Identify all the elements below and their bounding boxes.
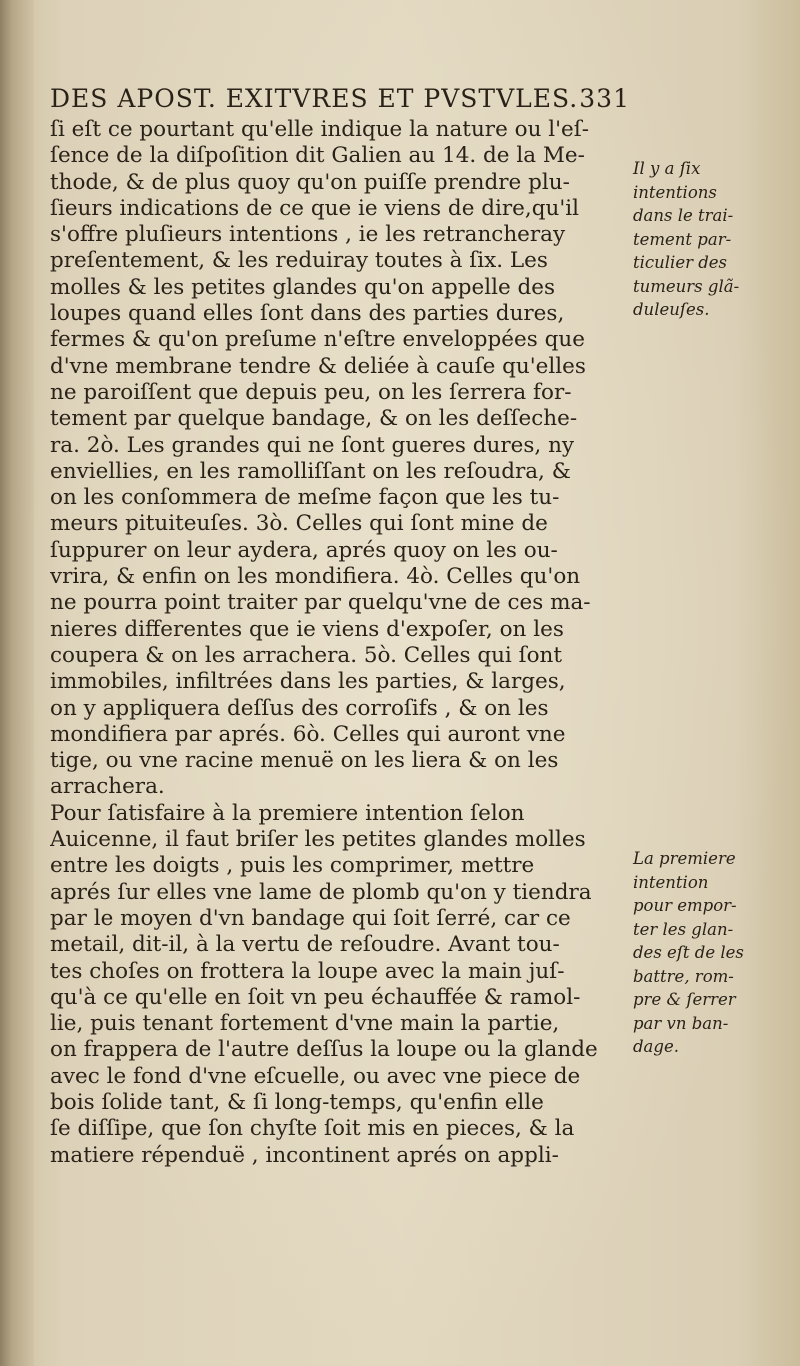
text-line: tes choſes on frottera la loupe avec la main juſ-: [50, 958, 565, 984]
text-line: on y appliquera deſſus des corroſifs , & on les: [50, 695, 549, 721]
margin-note-line: des eſt de les: [633, 943, 744, 962]
text-line: lie, puis tenant fortement d'vne main la partie,: [50, 1011, 560, 1037]
text-line: entre les doigts , puis les comprimer, mettre: [50, 853, 535, 879]
margin-note-line: tement par-: [633, 229, 732, 249]
margin-note-line: ter les glan-: [633, 919, 734, 939]
text-line: bois ſolide tant, & ſi long-temps, qu'enfin elle: [50, 1089, 544, 1115]
margin-note-line: battre, rom-: [633, 966, 734, 986]
text-line: ne paroiſſent que depuis peu, on les ſerrera for-: [50, 379, 572, 405]
text-line: avec le fond d'vne eſcuelle, ou avec vne piece de: [50, 1063, 581, 1089]
text-line: ra. 2ò. Les grandes qui ne ſont gueres dures, ny: [50, 432, 575, 458]
text-line: thode, & de plus quoy qu'on puiſſe prendre plu-: [50, 169, 570, 195]
running-head: [50, 84, 630, 113]
text-line: Auicenne, il faut briſer les petites glandes molles: [50, 827, 586, 853]
text-line: tement par quelque bandage, & on les deſſeche-: [50, 406, 578, 432]
margin-note-line: dage.: [633, 1037, 679, 1056]
running-head-title: DES APOST. EXITVRES ET PVSTVLES.: [50, 84, 579, 113]
text-line: nieres differentes que ie viens d'expoſer, on les: [50, 616, 564, 642]
text-line: meurs pituiteuſes. 3ò. Celles qui ſont mine de: [50, 511, 548, 537]
text-line: immobiles, infiltrées dans les parties, & larges,: [50, 669, 566, 695]
text-line: aprés ſur elles vne lame de plomb qu'on y tiendra: [50, 879, 592, 905]
text-line: d'vne membrane tendre & deliée à cauſe qu'elles: [50, 353, 586, 379]
margin-note-line: La premiere: [633, 849, 736, 868]
text-line: vrira, & enfin on les mondifiera. 4ò. Celles qu'on: [50, 564, 581, 590]
margin-note-line: ticulier des: [633, 253, 728, 272]
margin-note-line: duleuſes.: [633, 300, 710, 319]
margin-note-line: intentions: [633, 182, 717, 202]
margin-note-line: Il y a ſix: [633, 159, 701, 178]
text-line: ſi eſt ce pourtant qu'elle indique la nature ou l'eſ-: [50, 117, 589, 142]
text-line: molles & les petites glandes qu'on appelle des: [50, 274, 556, 300]
body-text: [50, 117, 625, 1169]
text-line: metail, dit-il, à la vertu de reſoudre. Avant tou-: [50, 932, 560, 958]
text-line: fermes & qu'on preſume n'eſtre enveloppées que: [50, 327, 585, 353]
margin-note-six-intentions: [633, 157, 783, 322]
binding-gutter: [0, 0, 34, 1366]
margin-note-first-intention: [633, 847, 783, 1059]
page-number: 331: [579, 84, 630, 113]
text-line: on les conſommera de meſme façon que les tu-: [50, 485, 560, 511]
text-line: mondifiera par aprés. 6ò. Celles qui auront vne: [50, 721, 566, 747]
text-line: matiere répenduë , incontinent aprés on appli-: [50, 1142, 559, 1168]
margin-note-line: dans le trai-: [633, 206, 734, 225]
margin-note-line: pour empor-: [633, 896, 737, 915]
margin-note-line: pre & ſerrer: [633, 990, 736, 1009]
text-line: ſence de la diſpoſition dit Galien au 14. de la Me-: [50, 143, 585, 169]
text-line: enviellies, en les ramolliſſant on les reſoudra, &: [50, 458, 571, 484]
text-line: ſuppurer on leur aydera, aprés quoy on les ou-: [50, 537, 558, 563]
text-line: qu'à ce qu'elle en ſoit vn peu échauffée & ramol-: [50, 984, 581, 1010]
text-line: arrachera.: [50, 774, 165, 800]
text-line: on frappera de l'autre deſſus la loupe ou la glande: [50, 1037, 598, 1063]
text-line: preſentement, & les reduiray toutes à ſix. Les: [50, 248, 548, 274]
text-line: loupes quand elles ſont dans des parties dures,: [50, 301, 565, 327]
margin-note-line: tumeurs glã-: [633, 276, 740, 296]
text-line: ne pourra point traiter par quelqu'vne de ces ma-: [50, 590, 591, 616]
text-line: tige, ou vne racine menuë on les liera & on les: [50, 748, 559, 774]
text-line: Pour ſatisfaire à la premiere intention ſelon: [50, 800, 525, 826]
margin-note-line: par vn ban-: [633, 1013, 729, 1033]
text-line: s'offre pluſieurs intentions , ie les retrancheray: [50, 222, 566, 248]
text-line: coupera & on les arrachera. 5ò. Celles qui ſont: [50, 642, 563, 668]
text-line: par le moyen d'vn bandage qui ſoit ſerré, car ce: [50, 905, 571, 931]
text-line: ſe diſſipe, que ſon chyſte ſoit mis en pieces, & la: [50, 1116, 575, 1142]
margin-note-line: intention: [633, 872, 709, 892]
text-line: ſieurs indications de ce que ie viens de dire,qu'il: [50, 195, 579, 221]
